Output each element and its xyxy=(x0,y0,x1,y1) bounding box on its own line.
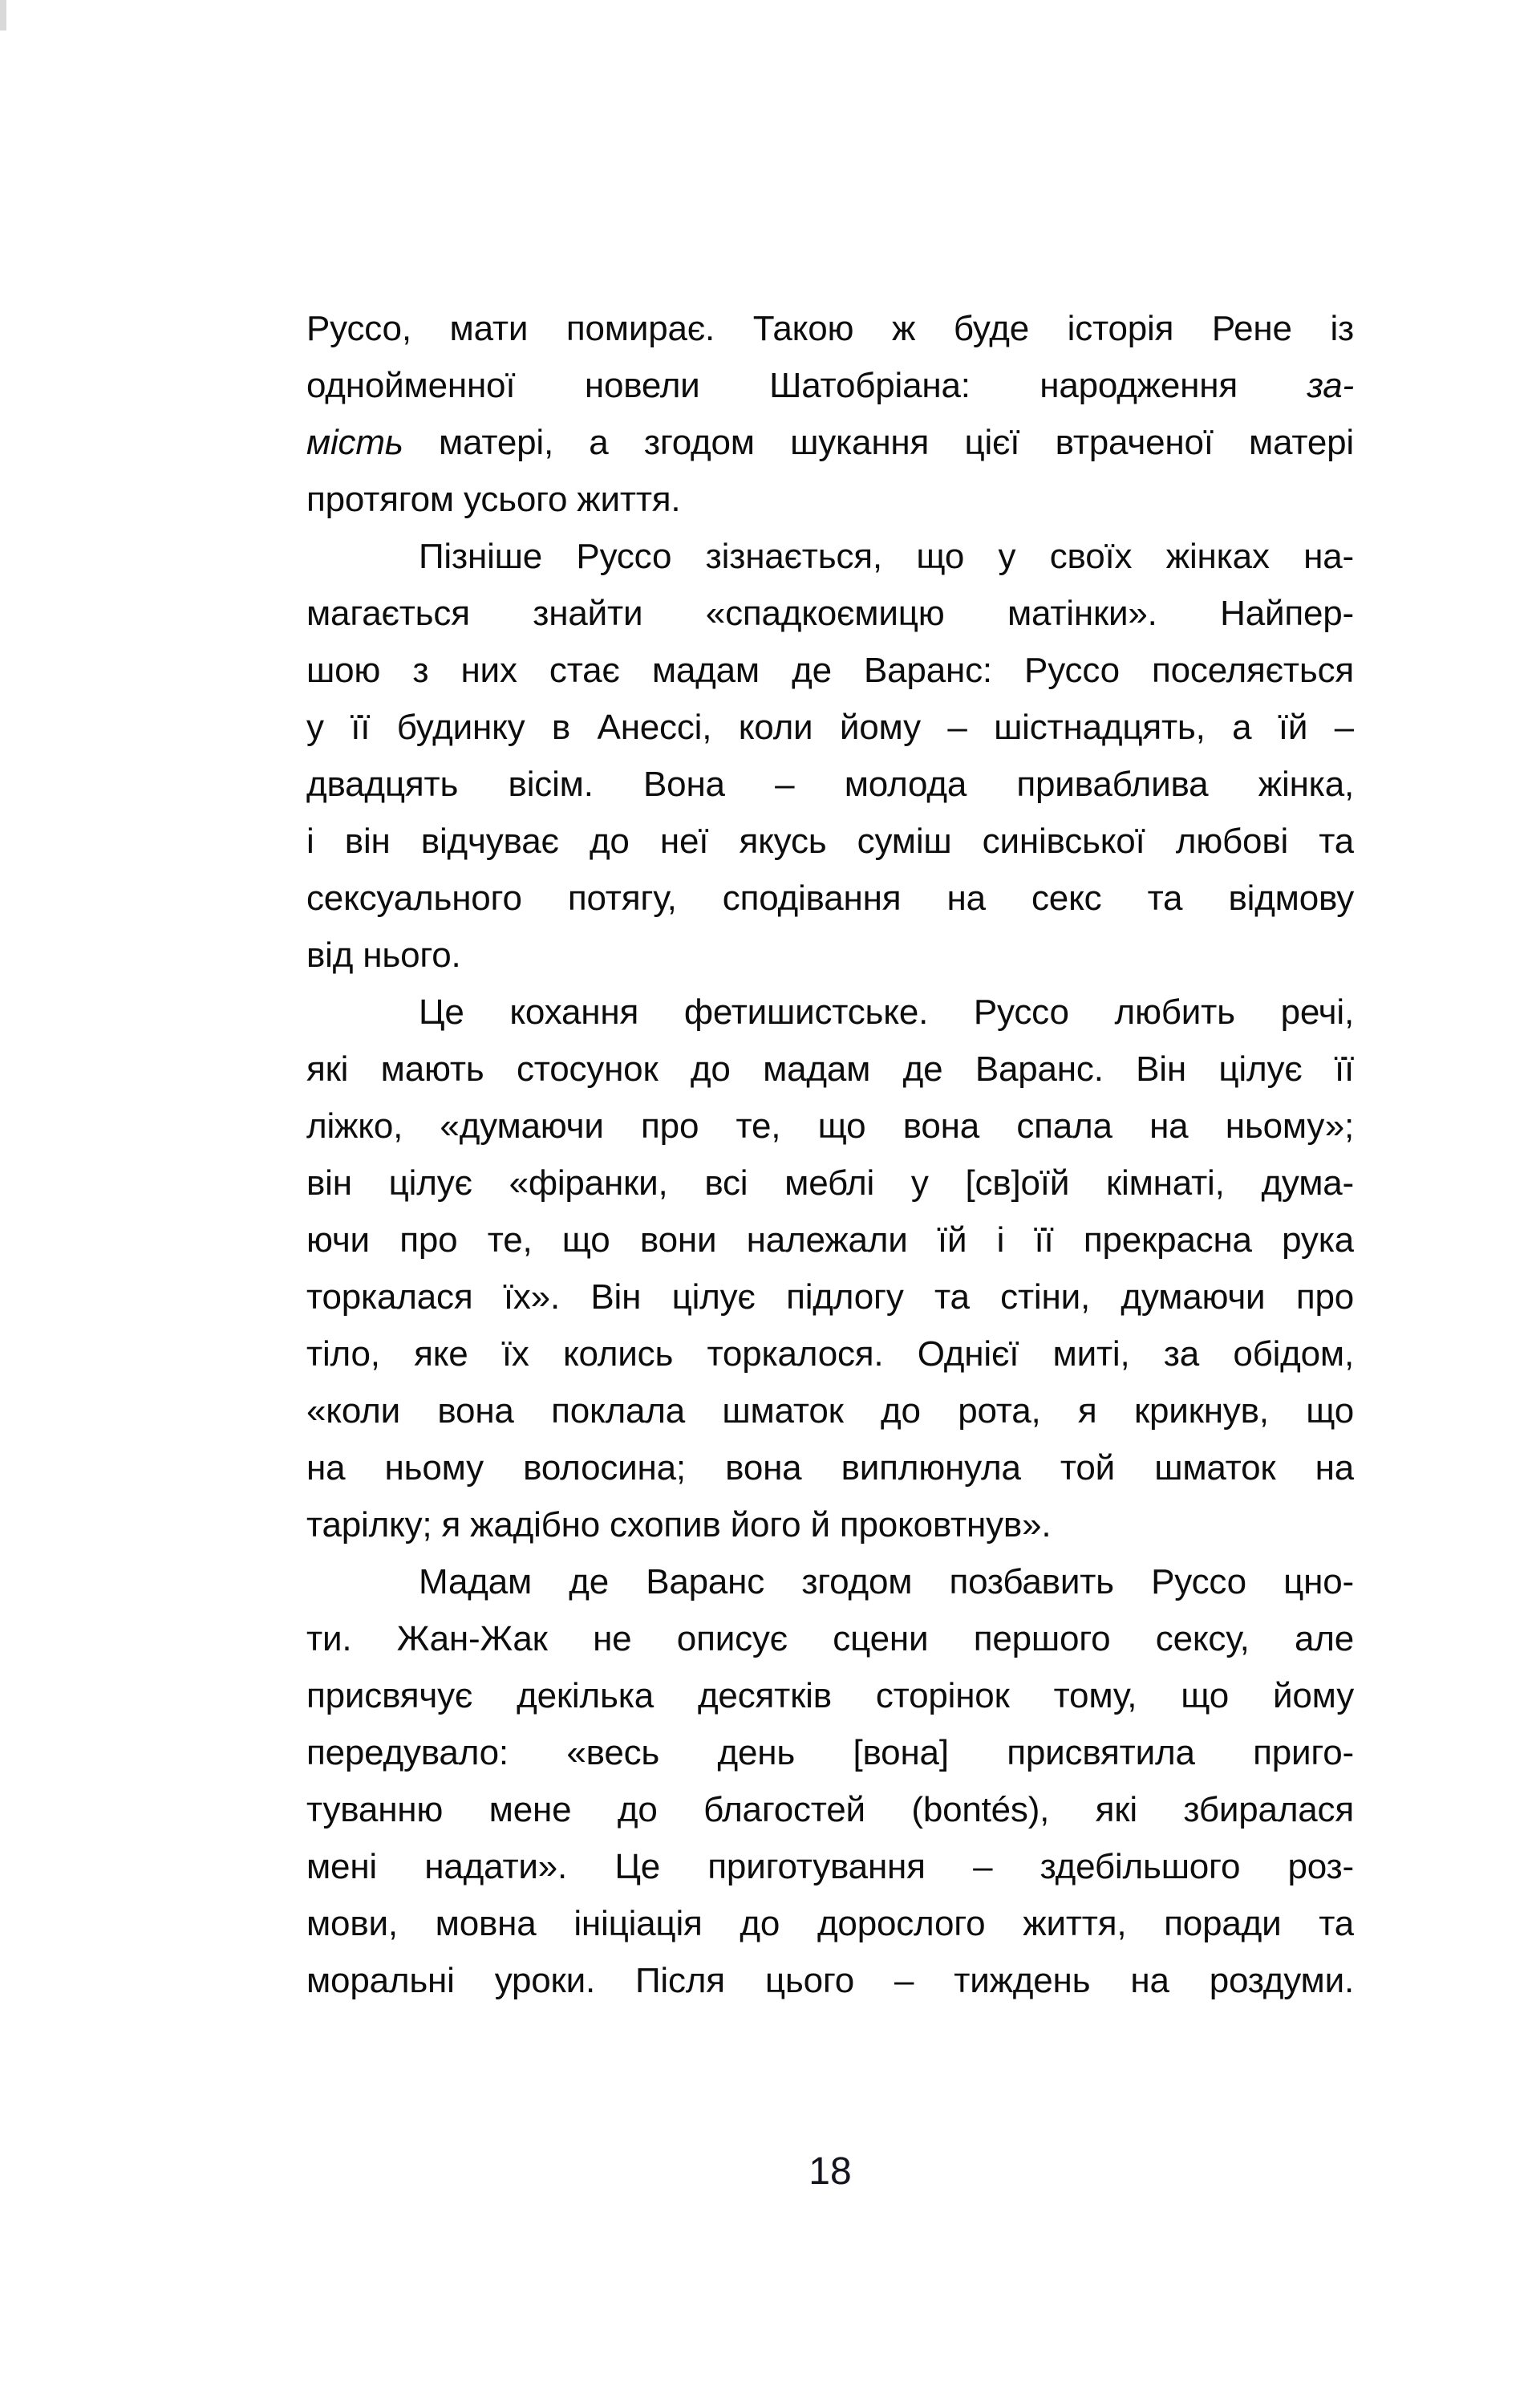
text-run: ючи про те, що вони належали їй і її прекрасна рука xyxy=(306,1220,1354,1260)
text-run: Пізніше Руссо зізнається, що у своїх жінках на- xyxy=(419,537,1354,576)
text-line xyxy=(306,1098,1354,1155)
text-line xyxy=(306,870,1354,927)
text-line xyxy=(306,528,1354,585)
text-run: моральні уроки. Після цього – тиждень на роздуми. xyxy=(306,1961,1354,2000)
text-line xyxy=(306,585,1354,642)
text-block xyxy=(306,300,1354,2009)
text-run: однойменної новели Шатобріана: народження xyxy=(306,366,1307,405)
text-run-italic: мість xyxy=(306,423,403,462)
text-line xyxy=(306,1268,1354,1325)
text-run-italic: за- xyxy=(1307,366,1354,405)
text-line xyxy=(306,927,1354,984)
text-line xyxy=(306,1382,1354,1439)
text-run: магається знайти «спадкоємицю матінки». Найпер- xyxy=(306,594,1354,633)
text-line xyxy=(306,1496,1354,1553)
text-run: ліжко, «думаючи про те, що вона спала на ньому»; xyxy=(306,1106,1354,1146)
text-line xyxy=(306,813,1354,870)
text-run: від нього. xyxy=(306,936,461,975)
text-run: ти. Жан-Жак не описує сцени першого сексу, але xyxy=(306,1619,1354,1658)
text-run: тарілку; я жадібно схопив його й проковтнув». xyxy=(306,1505,1052,1544)
text-line xyxy=(306,642,1354,699)
text-run: двадцять вісім. Вона – молода приваблива жінка, xyxy=(306,765,1354,804)
text-line xyxy=(306,1610,1354,1667)
text-line xyxy=(306,699,1354,756)
text-line xyxy=(306,357,1354,414)
text-line xyxy=(306,1155,1354,1212)
text-line xyxy=(306,984,1354,1041)
text-run: Мадам де Варанс згодом позбавить Руссо цно- xyxy=(419,1562,1354,1601)
text-run: присвячує декілька десятків сторінок тому, що йому xyxy=(306,1676,1354,1715)
text-run: і він відчуває до неї якусь суміш синівської любові та xyxy=(306,822,1354,861)
text-line xyxy=(306,1724,1354,1781)
text-line xyxy=(306,756,1354,813)
text-line xyxy=(306,300,1354,357)
text-run: мені надати». Це приготування – здебільшого роз- xyxy=(306,1847,1354,1886)
text-line xyxy=(306,1212,1354,1268)
text-run: Це кохання фетишистське. Руссо любить речі, xyxy=(419,992,1354,1032)
text-run: тіло, яке їх колись торкалося. Однієї миті, за обідом, xyxy=(306,1334,1354,1374)
text-line xyxy=(306,1667,1354,1724)
text-run: він цілує «фіранки, всі меблі у [св]оїй кімнаті, дума- xyxy=(306,1163,1354,1203)
text-line xyxy=(306,414,1354,471)
text-run: шою з них стає мадам де Варанс: Руссо поселяється xyxy=(306,651,1354,690)
text-run: Руссо, мати помирає. Такою ж буде історія Рене із xyxy=(306,309,1354,348)
text-run: туванню мене до благостей (bontés), які збиралася xyxy=(306,1790,1354,1829)
text-line xyxy=(306,1553,1354,1610)
text-line xyxy=(306,1439,1354,1496)
text-run: у її будинку в Анессі, коли йому – шістнадцять, а їй – xyxy=(306,708,1354,747)
text-line xyxy=(306,1781,1354,1838)
text-run: мови, мовна ініціація до дорослого життя, поради та xyxy=(306,1904,1354,1943)
text-line xyxy=(306,1325,1354,1382)
text-line xyxy=(306,471,1354,528)
text-line xyxy=(306,1838,1354,1895)
text-run: матері, а згодом шукання цієї втраченої матері xyxy=(403,423,1354,462)
text-run: «коли вона поклала шматок до рота, я крикнув, що xyxy=(306,1391,1354,1431)
text-run: торкалася їх». Він цілує підлогу та стіни, думаючи про xyxy=(306,1277,1354,1317)
page-number: 18 xyxy=(808,2150,852,2193)
text-line xyxy=(306,1952,1354,2009)
scan-edge-artifact xyxy=(0,0,6,30)
text-run: передувало: «весь день [вона] присвятила приго- xyxy=(306,1733,1354,1772)
text-run: які мають стосунок до мадам де Варанс. Він цілує її xyxy=(306,1049,1354,1089)
text-run: на ньому волосина; вона виплюнула той шматок на xyxy=(306,1448,1354,1488)
text-run: сексуального потягу, сподівання на секс та відмову xyxy=(306,879,1354,918)
text-run: протягом усього життя. xyxy=(306,480,681,519)
text-line xyxy=(306,1895,1354,1952)
text-line xyxy=(306,1041,1354,1098)
